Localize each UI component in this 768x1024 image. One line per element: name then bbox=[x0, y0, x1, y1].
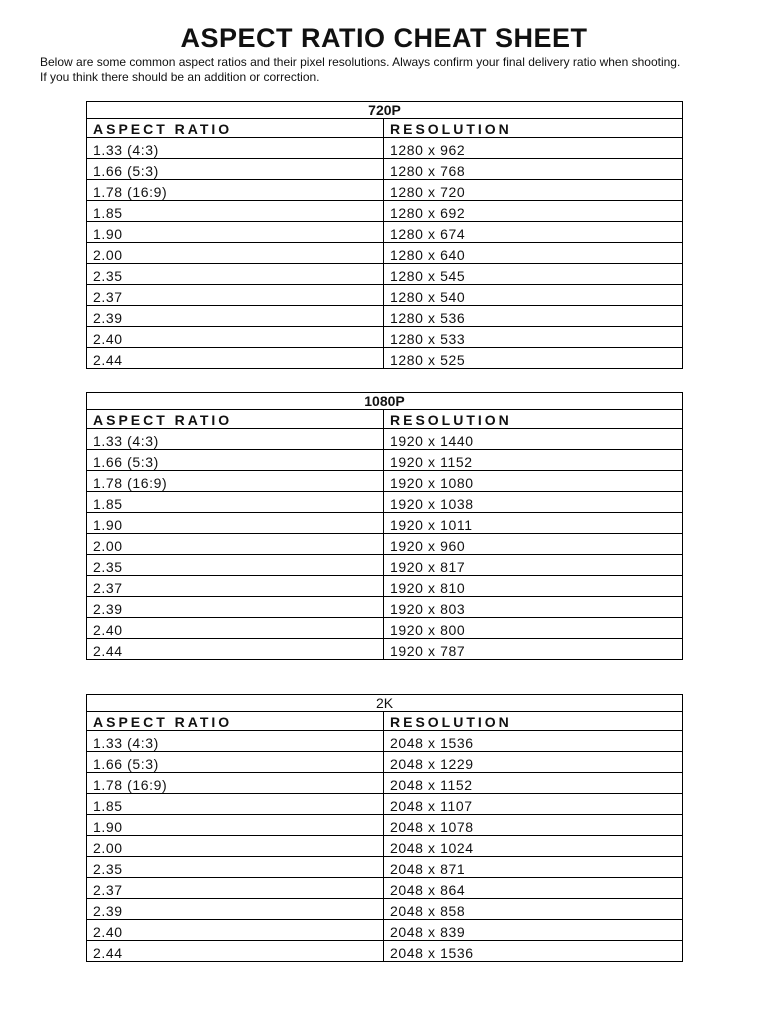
table-row bbox=[87, 731, 683, 752]
aspect-ratio-cell: 1.66 (5:3) bbox=[87, 450, 384, 471]
resolution-cell: 1920 x 1038 bbox=[384, 492, 683, 513]
resolution-cell: 2048 x 1536 bbox=[384, 941, 683, 962]
table-title: 1080P bbox=[87, 393, 683, 410]
aspect-ratio-cell: 1.33 (4:3) bbox=[87, 731, 384, 752]
table-row bbox=[87, 138, 683, 159]
table-720p bbox=[86, 101, 683, 369]
table-row bbox=[87, 429, 683, 450]
resolution-cell: 2048 x 839 bbox=[384, 920, 683, 941]
column-header-resolution: RESOLUTION bbox=[384, 410, 683, 429]
table-row bbox=[87, 576, 683, 597]
aspect-ratio-cell: 1.90 bbox=[87, 815, 384, 836]
resolution-cell: 1280 x 536 bbox=[384, 306, 683, 327]
table-row bbox=[87, 159, 683, 180]
page-title: ASPECT RATIO CHEAT SHEET bbox=[180, 23, 588, 53]
aspect-ratio-cell: 1.66 (5:3) bbox=[87, 752, 384, 773]
table-row bbox=[87, 201, 683, 222]
table-row bbox=[87, 492, 683, 513]
table-row bbox=[87, 618, 683, 639]
aspect-ratio-cell: 2.39 bbox=[87, 597, 384, 618]
resolution-cell: 2048 x 1536 bbox=[384, 731, 683, 752]
table-row bbox=[87, 534, 683, 555]
aspect-ratio-cell: 1.66 (5:3) bbox=[87, 159, 384, 180]
resolution-cell: 1280 x 674 bbox=[384, 222, 683, 243]
table-row bbox=[87, 773, 683, 794]
table-title: 2K bbox=[87, 695, 683, 712]
intro-text bbox=[40, 55, 750, 85]
resolution-cell: 1920 x 810 bbox=[384, 576, 683, 597]
table-2k bbox=[86, 694, 683, 962]
table-row bbox=[87, 857, 683, 878]
aspect-ratio-cell: 2.39 bbox=[87, 899, 384, 920]
aspect-ratio-cell: 1.78 (16:9) bbox=[87, 471, 384, 492]
aspect-ratio-cell: 2.37 bbox=[87, 878, 384, 899]
aspect-ratio-cell: 2.40 bbox=[87, 618, 384, 639]
resolution-cell: 1920 x 1080 bbox=[384, 471, 683, 492]
aspect-ratio-cell: 2.39 bbox=[87, 306, 384, 327]
table-row bbox=[87, 222, 683, 243]
table-row bbox=[87, 899, 683, 920]
resolution-cell: 2048 x 1024 bbox=[384, 836, 683, 857]
resolution-cell: 1280 x 525 bbox=[384, 348, 683, 369]
resolution-cell: 1920 x 1440 bbox=[384, 429, 683, 450]
aspect-ratio-cell: 2.40 bbox=[87, 327, 384, 348]
table-row bbox=[87, 348, 683, 369]
table-1080p bbox=[86, 392, 683, 660]
resolution-cell: 1280 x 640 bbox=[384, 243, 683, 264]
resolution-cell: 1920 x 800 bbox=[384, 618, 683, 639]
resolution-cell: 1920 x 787 bbox=[384, 639, 683, 660]
aspect-ratio-cell: 1.90 bbox=[87, 513, 384, 534]
aspect-ratio-cell: 2.00 bbox=[87, 534, 384, 555]
aspect-ratio-cell: 2.44 bbox=[87, 348, 384, 369]
table-row bbox=[87, 180, 683, 201]
resolution-cell: 1280 x 720 bbox=[384, 180, 683, 201]
resolution-cell: 2048 x 858 bbox=[384, 899, 683, 920]
column-header-resolution: RESOLUTION bbox=[384, 712, 683, 731]
table-row bbox=[87, 306, 683, 327]
aspect-ratio-cell: 2.37 bbox=[87, 285, 384, 306]
table-row bbox=[87, 513, 683, 534]
resolution-cell: 1920 x 817 bbox=[384, 555, 683, 576]
table-row bbox=[87, 815, 683, 836]
intro-line: If you think there should be an addition or correction. bbox=[40, 70, 320, 84]
resolution-cell: 1920 x 1152 bbox=[384, 450, 683, 471]
resolution-cell: 2048 x 871 bbox=[384, 857, 683, 878]
aspect-ratio-cell: 1.85 bbox=[87, 492, 384, 513]
table-row bbox=[87, 920, 683, 941]
resolution-cell: 1280 x 962 bbox=[384, 138, 683, 159]
aspect-ratio-cell: 2.35 bbox=[87, 555, 384, 576]
column-header-resolution: RESOLUTION bbox=[384, 119, 683, 138]
column-header-aspect-ratio: ASPECT RATIO bbox=[87, 119, 384, 138]
resolution-cell: 1280 x 545 bbox=[384, 264, 683, 285]
table-row bbox=[87, 555, 683, 576]
aspect-ratio-cell: 2.35 bbox=[87, 857, 384, 878]
resolution-cell: 1280 x 768 bbox=[384, 159, 683, 180]
aspect-ratio-cell: 2.40 bbox=[87, 920, 384, 941]
column-header-aspect-ratio: ASPECT RATIO bbox=[87, 712, 384, 731]
resolution-cell: 2048 x 1078 bbox=[384, 815, 683, 836]
resolution-cell: 1920 x 1011 bbox=[384, 513, 683, 534]
resolution-cell: 2048 x 1107 bbox=[384, 794, 683, 815]
table-row bbox=[87, 836, 683, 857]
aspect-ratio-cell: 1.90 bbox=[87, 222, 384, 243]
table-row bbox=[87, 597, 683, 618]
table-row bbox=[87, 243, 683, 264]
resolution-cell: 1920 x 960 bbox=[384, 534, 683, 555]
table-row bbox=[87, 752, 683, 773]
resolution-cell: 1280 x 533 bbox=[384, 327, 683, 348]
table-row bbox=[87, 878, 683, 899]
aspect-ratio-cell: 1.33 (4:3) bbox=[87, 138, 384, 159]
table-row bbox=[87, 264, 683, 285]
table-row bbox=[87, 285, 683, 306]
aspect-ratio-cell: 2.35 bbox=[87, 264, 384, 285]
aspect-ratio-cell: 2.37 bbox=[87, 576, 384, 597]
table-row bbox=[87, 639, 683, 660]
table-row bbox=[87, 471, 683, 492]
table-row bbox=[87, 327, 683, 348]
aspect-ratio-cell: 2.44 bbox=[87, 639, 384, 660]
resolution-cell: 1280 x 540 bbox=[384, 285, 683, 306]
aspect-ratio-cell: 2.00 bbox=[87, 243, 384, 264]
aspect-ratio-cell: 1.78 (16:9) bbox=[87, 773, 384, 794]
table-row bbox=[87, 450, 683, 471]
table-row bbox=[87, 794, 683, 815]
column-header-aspect-ratio: ASPECT RATIO bbox=[87, 410, 384, 429]
aspect-ratio-cell: 1.85 bbox=[87, 201, 384, 222]
resolution-cell: 1280 x 692 bbox=[384, 201, 683, 222]
resolution-cell: 2048 x 864 bbox=[384, 878, 683, 899]
resolution-cell: 2048 x 1229 bbox=[384, 752, 683, 773]
aspect-ratio-cell: 2.00 bbox=[87, 836, 384, 857]
resolution-cell: 2048 x 1152 bbox=[384, 773, 683, 794]
table-row bbox=[87, 941, 683, 962]
aspect-ratio-cell: 1.85 bbox=[87, 794, 384, 815]
table-title: 720P bbox=[87, 102, 683, 119]
resolution-cell: 1920 x 803 bbox=[384, 597, 683, 618]
aspect-ratio-cell: 2.44 bbox=[87, 941, 384, 962]
aspect-ratio-cell: 1.78 (16:9) bbox=[87, 180, 384, 201]
intro-line: Below are some common aspect ratios and their pixel resolutions. Always confirm your final delivery ratio when shooting. bbox=[40, 55, 681, 69]
aspect-ratio-cell: 1.33 (4:3) bbox=[87, 429, 384, 450]
